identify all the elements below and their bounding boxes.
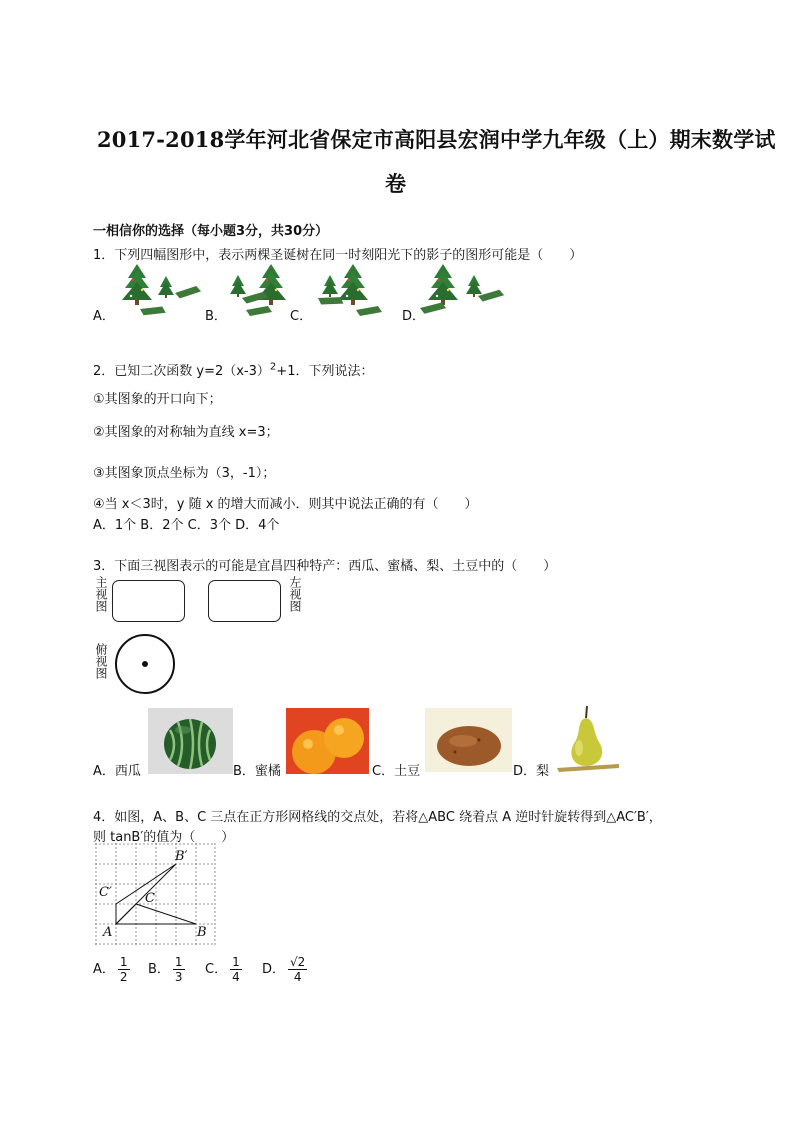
q3-watermelon-image xyxy=(148,708,233,774)
q4-option-a-fraction xyxy=(118,955,130,984)
q2-statement-1: ①其图象的开口向下； xyxy=(93,392,222,407)
q3-orange-image xyxy=(286,708,369,774)
q3-left-view-shape xyxy=(208,580,281,622)
q4-option-d-den: 4 xyxy=(293,970,302,984)
q3-option-d: D．梨 xyxy=(513,764,550,779)
q4-point-b-label: B xyxy=(197,925,207,940)
q3-option-c: C．土豆 xyxy=(372,764,421,779)
q4-option-c-fraction xyxy=(230,955,242,984)
q3-stem: 3．下面三视图表示的可能是宜昌四种特产：西瓜、蜜橘、梨、土豆中的（ ） xyxy=(93,559,557,574)
q4-point-a-label: A xyxy=(103,925,113,940)
q1-option-b: B． xyxy=(205,309,227,324)
document-title-line1: 2017-2018学年河北省保定市高阳县宏润中学九年级（上）期末数学试 xyxy=(97,127,776,152)
q4-option-c-label: C． xyxy=(205,962,228,977)
q4-option-c xyxy=(205,955,242,984)
q4-option-d xyxy=(262,955,307,984)
q2-statement-4: ④当 x＜3时，y 随 x 的增大而减小．则其中说法正确的有（ ） xyxy=(93,497,478,512)
q4-stem-line1: 4．如图，A、B、C 三点在正方形网格线的交点处，若将△ABC 绕着点 A 逆时针旋转得到△AC′B′， xyxy=(93,810,662,825)
q3-pear-image xyxy=(555,704,621,776)
q3-potato-image xyxy=(425,708,512,772)
q1-option-d-image xyxy=(420,264,505,314)
q1-option-d: D． xyxy=(402,309,426,324)
q4-option-d-num: √2 xyxy=(290,955,306,969)
q4-point-c-label: C xyxy=(145,891,155,906)
q3-left-view-label: 左视图 xyxy=(288,576,302,612)
q2-stem-after: +1．下列说法： xyxy=(276,364,374,379)
q3-top-view-shape xyxy=(113,632,177,696)
q4-option-c-num: 1 xyxy=(232,955,240,969)
q4-stem-line2: 则 tanB′的值为（ ） xyxy=(93,830,235,845)
q1-option-images xyxy=(0,262,794,322)
q1-stem: 1．下列四幅图形中，表示两棵圣诞树在同一时刻阳光下的影子的图形可能是（ ） xyxy=(93,248,583,263)
q4-option-c-den: 4 xyxy=(232,970,240,984)
q2-stem xyxy=(93,360,373,379)
q4-option-b xyxy=(148,955,185,984)
q4-point-c-prime-label: C′ xyxy=(99,885,112,900)
q4-option-a-den: 2 xyxy=(119,970,128,984)
q4-option-d-fraction xyxy=(288,955,307,984)
q2-statement-2: ②其图象的对称轴为直线 x=3； xyxy=(93,425,279,440)
q1-option-c: C． xyxy=(290,309,313,324)
q2-stem-before: 2．已知二次函数 y=2（x-3） xyxy=(93,364,270,379)
q1-option-a-image xyxy=(122,264,202,317)
q3-front-view-label: 主视图 xyxy=(94,576,108,612)
q3-option-b: B．蜜橘 xyxy=(233,764,281,779)
q4-option-b-label: B． xyxy=(148,962,170,977)
q3-front-view-shape xyxy=(112,580,185,622)
document-title-line2: 卷 xyxy=(385,171,407,196)
q4-option-d-label: D． xyxy=(262,962,286,977)
q1-option-a: A． xyxy=(93,309,115,324)
q3-option-a: A．西瓜 xyxy=(93,764,141,779)
section-heading: 一相信你的选择（每小题3分，共30分） xyxy=(93,224,329,239)
q4-point-b-prime-label: B′ xyxy=(175,849,188,864)
q2-stem-exponent: 2 xyxy=(269,361,277,373)
q4-option-a-label: A． xyxy=(93,962,115,977)
q2-options: A．1个 B．2个 C．3个 D．4个 xyxy=(93,518,280,533)
q3-top-view-label: 俯视图 xyxy=(94,643,108,679)
q4-option-b-fraction xyxy=(173,955,185,984)
q4-option-b-den: 3 xyxy=(174,970,183,984)
q1-option-b-image xyxy=(230,264,286,316)
q4-option-b-num: 1 xyxy=(174,955,183,969)
q4-option-a xyxy=(93,955,130,984)
q4-option-a-num: 1 xyxy=(119,955,128,969)
q1-option-c-image xyxy=(317,264,382,316)
q2-statement-3: ③其图象顶点坐标为（3，-1）； xyxy=(93,466,276,481)
